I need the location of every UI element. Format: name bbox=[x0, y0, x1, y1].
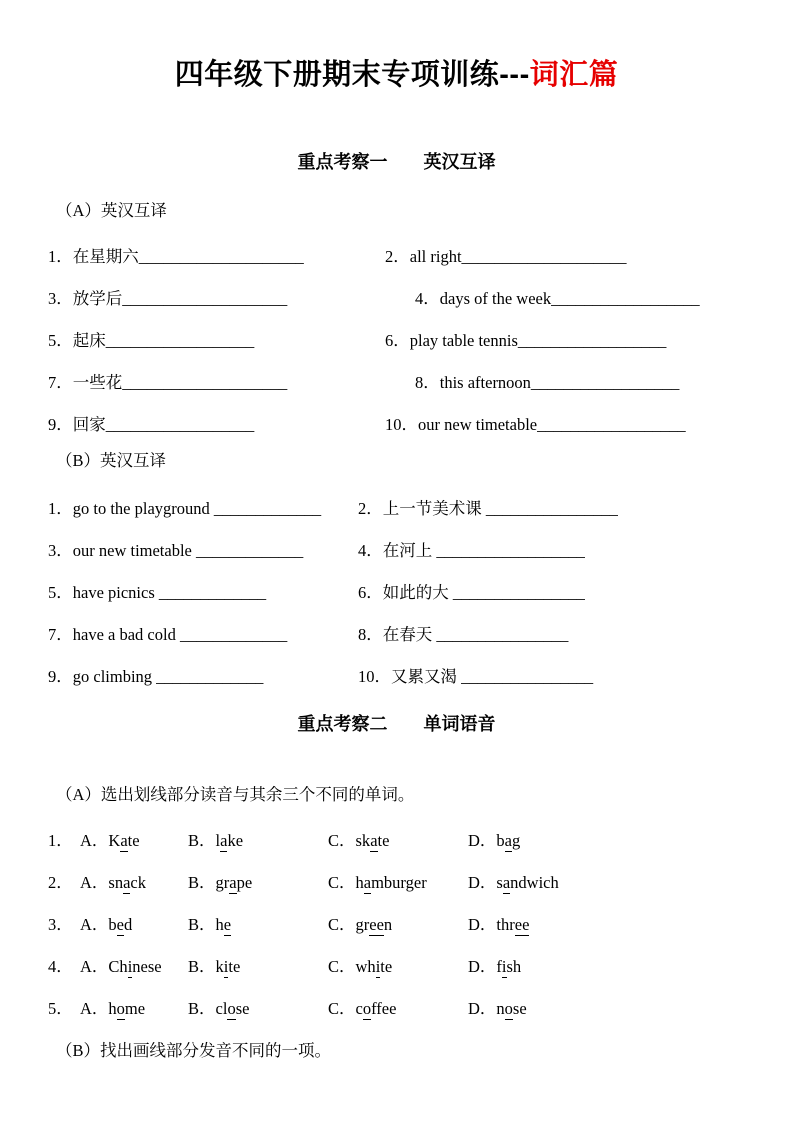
page-title bbox=[48, 56, 745, 94]
translation-row bbox=[48, 612, 745, 654]
translation-item: 3．放学后____________________ bbox=[48, 289, 288, 308]
option-label: C． bbox=[328, 831, 356, 850]
translation-item: 5．have picnics _____________ bbox=[48, 583, 267, 602]
option-a bbox=[80, 911, 188, 935]
option-label: D． bbox=[468, 915, 497, 934]
word-suffix: pe bbox=[236, 873, 253, 892]
word-suffix: ke bbox=[227, 831, 244, 850]
word-prefix: f bbox=[496, 957, 502, 976]
item-number: 4． bbox=[48, 957, 73, 976]
translation-item: 6．play table tennis__________________ bbox=[385, 331, 667, 350]
option-label: D． bbox=[468, 873, 497, 892]
word-suffix: ndwich bbox=[510, 873, 559, 892]
section2-heading: 重点考察二 单词语音 bbox=[297, 714, 496, 734]
word-prefix: gr bbox=[355, 915, 370, 934]
underlined-letters: a bbox=[502, 873, 511, 892]
word-prefix: sk bbox=[355, 831, 371, 850]
section1-partB-list bbox=[48, 486, 745, 696]
option-d bbox=[468, 827, 520, 851]
word-suffix: ffee bbox=[371, 999, 397, 1018]
underlined-letters: o bbox=[116, 999, 125, 1018]
option-label: A． bbox=[80, 999, 109, 1018]
word-prefix: sn bbox=[108, 873, 124, 892]
phonics-row bbox=[48, 818, 745, 860]
translation-row bbox=[48, 402, 745, 444]
option-label: B． bbox=[188, 999, 216, 1018]
underlined-letters: e bbox=[116, 915, 124, 934]
underlined-letters: o bbox=[227, 999, 236, 1018]
translation-item: 8．在春天 ________________ bbox=[358, 625, 569, 644]
option-label: D． bbox=[468, 957, 497, 976]
option-b bbox=[188, 827, 328, 851]
word-suffix: sh bbox=[506, 957, 522, 976]
section1-heading: 重点考察一 英汉互译 bbox=[297, 152, 496, 172]
option-d bbox=[468, 869, 559, 893]
word-prefix: s bbox=[496, 873, 503, 892]
translation-row bbox=[48, 570, 745, 612]
word-suffix: te bbox=[377, 831, 390, 850]
translation-row bbox=[48, 486, 745, 528]
option-c bbox=[328, 911, 468, 935]
underlined-letters: o bbox=[504, 999, 513, 1018]
word-prefix: wh bbox=[355, 957, 376, 976]
option-label: D． bbox=[468, 831, 497, 850]
translation-item: 7．have a bad cold _____________ bbox=[48, 625, 288, 644]
translation-row bbox=[48, 654, 745, 696]
word-suffix: te bbox=[380, 957, 393, 976]
option-b bbox=[188, 911, 328, 935]
translation-item: 6．如此的大 ________________ bbox=[358, 583, 585, 602]
translation-row bbox=[48, 528, 745, 570]
word-prefix: l bbox=[215, 831, 221, 850]
section1-partA-label: （A）英汉互译 bbox=[56, 201, 167, 220]
option-c bbox=[328, 953, 468, 977]
word-suffix: te bbox=[228, 957, 241, 976]
item-number: 5． bbox=[48, 999, 73, 1018]
word-prefix: h bbox=[215, 915, 224, 934]
translation-item: 5．起床__________________ bbox=[48, 331, 255, 350]
underlined-letters: e bbox=[223, 915, 232, 934]
underlined-letters: a bbox=[120, 831, 128, 850]
translation-item: 2．上一节美术课 ________________ bbox=[358, 499, 618, 518]
phonics-row bbox=[48, 860, 745, 902]
underlined-letters: a bbox=[220, 831, 228, 850]
translation-item: 8．this afternoon__________________ bbox=[415, 373, 680, 392]
option-label: D． bbox=[468, 999, 497, 1018]
page-title-accent: 词汇篇 bbox=[529, 59, 619, 91]
translation-row bbox=[48, 276, 745, 318]
word-prefix: K bbox=[108, 831, 121, 850]
translation-item: 10．又累又渴 ________________ bbox=[358, 667, 594, 686]
option-d bbox=[468, 953, 521, 977]
item-number: 2． bbox=[48, 873, 73, 892]
item-number: 3． bbox=[48, 915, 73, 934]
translation-row bbox=[48, 318, 745, 360]
word-suffix: nese bbox=[132, 957, 162, 976]
word-suffix: se bbox=[235, 999, 250, 1018]
option-a bbox=[80, 827, 188, 851]
underlined-letters: o bbox=[362, 999, 372, 1018]
translation-row bbox=[48, 234, 745, 276]
word-suffix: d bbox=[124, 915, 133, 934]
word-prefix: b bbox=[108, 915, 117, 934]
option-label: B． bbox=[188, 873, 216, 892]
option-b bbox=[188, 953, 328, 977]
underlined-letters: a bbox=[229, 873, 237, 892]
underlined-letters: i bbox=[223, 957, 229, 976]
word-prefix: thr bbox=[496, 915, 515, 934]
option-label: B． bbox=[188, 831, 216, 850]
word-prefix: k bbox=[215, 957, 224, 976]
word-suffix: g bbox=[512, 831, 521, 850]
word-prefix: b bbox=[496, 831, 505, 850]
translation-item: 1．go to the playground _____________ bbox=[48, 499, 322, 518]
phonics-row bbox=[48, 986, 745, 1028]
translation-item: 2．all right____________________ bbox=[385, 247, 627, 266]
translation-item: 3．our new timetable _____________ bbox=[48, 541, 304, 560]
underlined-letters: i bbox=[127, 957, 133, 976]
item-number: 1． bbox=[48, 831, 73, 850]
option-label: C． bbox=[328, 873, 356, 892]
word-suffix: mburger bbox=[371, 873, 427, 892]
section2-partA-label: （A）选出划线部分读音与其余三个不同的单词。 bbox=[56, 785, 415, 804]
option-c bbox=[328, 869, 468, 893]
word-prefix: h bbox=[108, 999, 117, 1018]
word-suffix: ck bbox=[130, 873, 146, 892]
word-prefix: cl bbox=[215, 999, 228, 1018]
phonics-row bbox=[48, 944, 745, 986]
underlined-letters: ee bbox=[369, 915, 384, 934]
underlined-letters: ee bbox=[514, 915, 530, 934]
word-prefix: n bbox=[496, 999, 505, 1018]
option-label: B． bbox=[188, 915, 216, 934]
option-label: A． bbox=[80, 957, 109, 976]
word-suffix: me bbox=[124, 999, 146, 1018]
word-prefix: h bbox=[355, 873, 364, 892]
option-b bbox=[188, 995, 328, 1019]
option-d bbox=[468, 911, 529, 935]
option-c bbox=[328, 995, 468, 1019]
translation-item: 7．一些花____________________ bbox=[48, 373, 288, 392]
option-c bbox=[328, 827, 468, 851]
word-prefix: c bbox=[355, 999, 363, 1018]
underlined-letters: a bbox=[123, 873, 131, 892]
underlined-letters: i bbox=[375, 957, 381, 976]
option-label: A． bbox=[80, 831, 109, 850]
translation-item: 9．go climbing _____________ bbox=[48, 667, 264, 686]
phonics-row bbox=[48, 902, 745, 944]
word-prefix: gr bbox=[215, 873, 230, 892]
section2-partA-list bbox=[48, 818, 745, 1028]
option-b bbox=[188, 869, 328, 893]
section1-partA-list bbox=[48, 234, 745, 444]
word-suffix: te bbox=[127, 831, 140, 850]
option-label: A． bbox=[80, 873, 109, 892]
option-label: C． bbox=[328, 957, 356, 976]
underlined-letters: a bbox=[370, 831, 378, 850]
option-label: C． bbox=[328, 915, 356, 934]
translation-item: 9．回家__________________ bbox=[48, 415, 255, 434]
option-a bbox=[80, 953, 188, 977]
word-prefix: Ch bbox=[108, 957, 128, 976]
option-label: C． bbox=[328, 999, 356, 1018]
word-suffix: se bbox=[512, 999, 527, 1018]
option-a bbox=[80, 995, 188, 1019]
option-a bbox=[80, 869, 188, 893]
option-label: A． bbox=[80, 915, 109, 934]
word-suffix: n bbox=[383, 915, 393, 934]
translation-row bbox=[48, 360, 745, 402]
translation-item: 10．our new timetable__________________ bbox=[385, 415, 686, 434]
translation-item: 4．days of the week__________________ bbox=[415, 289, 700, 308]
section1-partB-label: （B）英汉互译 bbox=[56, 451, 167, 470]
underlined-letters: i bbox=[501, 957, 507, 976]
option-label: B． bbox=[188, 957, 216, 976]
option-d bbox=[468, 995, 527, 1019]
section2-partB-label: （B）找出画线部分发音不同的一项。 bbox=[56, 1041, 332, 1060]
underlined-letters: a bbox=[504, 831, 512, 850]
underlined-letters: a bbox=[363, 873, 372, 892]
page-title-main: 四年级下册期末专项训练--- bbox=[174, 59, 530, 91]
translation-item: 1．在星期六____________________ bbox=[48, 247, 304, 266]
translation-item: 4．在河上 __________________ bbox=[358, 541, 585, 560]
